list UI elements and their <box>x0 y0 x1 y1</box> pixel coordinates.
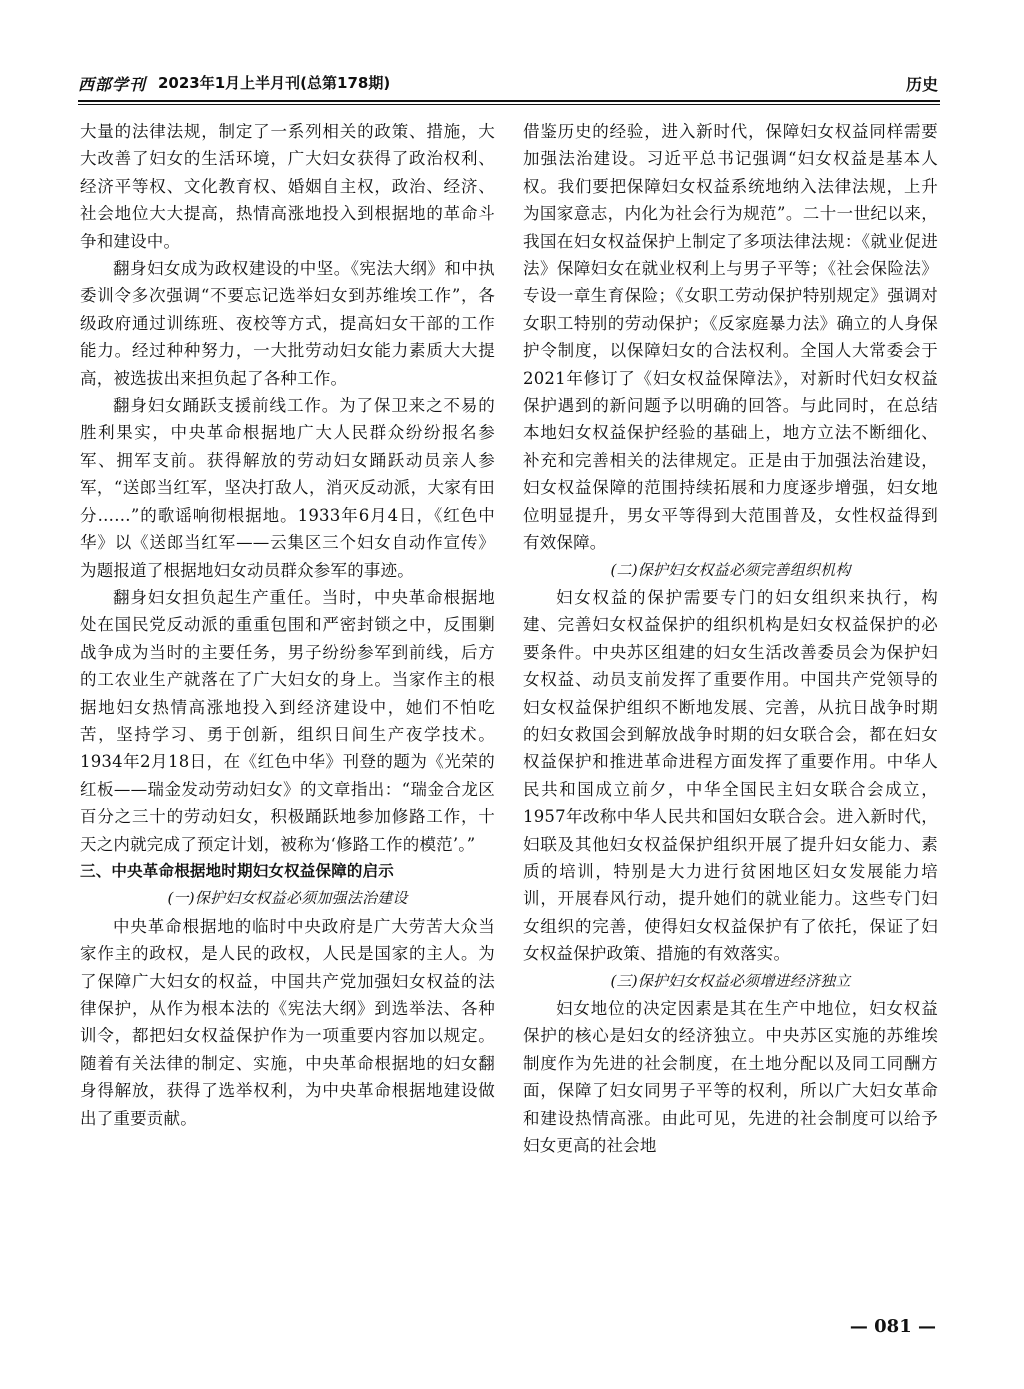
issue-info: 2023年1月上半月刊(总第178期) <box>158 74 391 92</box>
paragraph: 妇女权益的保护需要专门的妇女组织来执行，构建、完善妇女权益保护的组织机构是妇女权益保护的必要条件。中央苏区组建的妇女生活改善委员会为保护妇女权益、动员支前发挥了重要作用。中国共产党领导的妇女权益保护组织不断地发展、完善，从抗日战争时期的妇女救国会到解放战争时期的妇女联合会，都在妇女权益保护和推进革命进程方面发挥了重要作用。中华人民共和国成立前夕，中华全国民主妇女联合会成立，1957年改称中华人民共和国妇女联合会。进入新时代，妇联及其他妇女权益保护组织开展了提升妇女能力、素质的培训，特别是大力进行贫困地区妇女发展能力培训，开展春风行动，提升她们的就业能力。这些专门妇女组织的完善，使得妇女权益保护有了依托，保证了妇女权益保护政策、措施的有效落实。 <box>523 587 938 964</box>
subsection-heading: (三)保护妇女权益必须增进经济独立 <box>610 971 851 990</box>
journal-logo: 西部学刊 <box>78 75 147 94</box>
section-heading: 三、中央革命根据地时期妇女权益保障的启示 <box>80 861 395 880</box>
paragraph: 翻身妇女踊跃支援前线工作。为了保卫来之不易的胜利果实，中央革命根据地广大人民群众纷纷报名参军、拥军支前。获得解放的劳动妇女踊跃动员亲人参军，“送郎当红军，坚决打敌人，消灭反动派，大家有田分……”的歌谣响彻根据地。1933年6月4日，《红色中华》以《送郎当红军——云集区三个妇女自动作宣传》为题报道了根据地妇女动员群众参军的事迹。 <box>80 396 495 580</box>
paragraph: 借鉴历史的经验，进入新时代，保障妇女权益同样需要加强法治建设。习近平总书记强调“妇女权益是基本人权。我们要把保障妇女权益系统地纳入法律法规，上升为国家意志，内化为社会行为规范”。二十一世纪以来，我国在妇女权益保护上制定了多项法律法规：《就业促进法》保障妇女在就业权利上与男子平等；《社会保险法》专设一章生育保险；《女职工劳动保护特别规定》强调对女职工特别的劳动保护；《反家庭暴力法》确立的人身保护令制度，以保障妇女的合法权利。全国人大常委会于2021年修订了《妇女权益保障法》，对新时代妇女权益保护遇到的新问题予以明确的回答。与此同时，在总结本地妇女权益保护经验的基础上，地方立法不断细化、补充和完善相关的法律规定。正是由于加强法治建设，妇女权益保障的范围持续拓展和力度逐步增强，妇女地位明显提升，男女平等得到大范围普及，女性权益得到有效保障。 <box>523 122 938 553</box>
paragraph: 中央革命根据地的临时中央政府是广大劳苦大众当家作主的政权，是人民的政权，人民是国家的主人。为了保障广大妇女的权益，中国共产党加强妇女权益的法律保护，从作为根本法的《宪法大纲》到选举法、各种训令，都把妇女权益保护作为一项重要内容加以规定。随着有关法律的制定、实施，中央革命根据地的妇女翻身得解放，获得了选举权利，为中央革命根据地建设做出了重要贡献。 <box>80 916 495 1128</box>
page-header <box>78 70 938 98</box>
paragraph: 翻身妇女担负起生产重任。当时，中央革命根据地处在国民党反动派的重重包围和严密封锁之中，反围剿战争成为当时的主要任务，男子纷纷参军到前线，后方的工农业生产就落在了广大妇女的身上。当家作主的根据地妇女热情高涨地投入到经济建设中，她们不怕吃苦，坚持学习、勇于创新，组织日间生产夜学技术。1934年2月18日，在《红色中华》刊登的题为《光荣的红板——瑞金发动劳动妇女》的文章指出：“瑞金合龙区百分之三十的劳动妇女，积极踊跃地参加修路工作，十天之内就完成了预定计划，被称为‘修路工作的模范’。” <box>80 587 495 854</box>
page-number: — 081 — <box>849 1316 936 1337</box>
paragraph: 妇女地位的决定因素是其在生产中地位，妇女权益保护的核心是妇女的经济独立。中央苏区实施的苏维埃制度作为先进的社会制度，在土地分配以及同工同酬方面，保障了妇女同男子平等的权利，所以广大妇女革命和建设热情高涨。由此可见，先进的社会制度可以给予妇女更高的社会地 <box>523 999 938 1156</box>
section-label: 历史 <box>905 75 938 94</box>
paragraph: 大量的法律法规，制定了一系列相关的政策、措施，大大改善了妇女的生活环境，广大妇女获得了政治权利、经济平等权、文化教育权、婚姻自主权，政治、经济、社会地位大大提高，热情高涨地投入到根据地的革命斗争和建设中。 <box>80 122 495 251</box>
header-rule <box>78 100 940 105</box>
subsection-heading: (二)保护妇女权益必须完善组织机构 <box>610 560 851 579</box>
subsection-heading: (一)保护妇女权益必须加强法治建设 <box>167 889 408 908</box>
right-column <box>523 118 938 1159</box>
paragraph: 翻身妇女成为政权建设的中坚。《宪法大纲》和中执委训令多次强调“不要忘记选举妇女到苏维埃工作”，各级政府通过训练班、夜校等方式，提高妇女干部的工作能力。经过种种努力，一大批劳动妇女能力素质大大提高，被选拔出来担负起了各种工作。 <box>80 259 495 388</box>
left-column <box>80 118 495 1132</box>
